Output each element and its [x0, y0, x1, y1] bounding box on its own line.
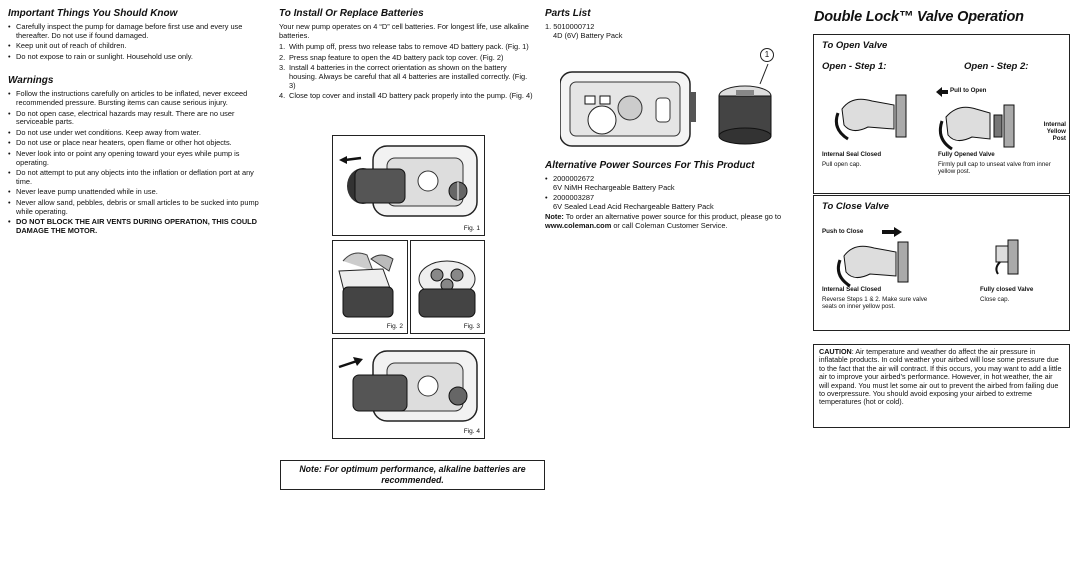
reverse-steps-text: Reverse Steps 1 & 2. Make sure valve seats on inner yellow post. — [822, 296, 928, 311]
battery-column — [279, 8, 535, 103]
list-item: • Do not attempt to put any objects into the inflation or deflation port at any time. — [8, 169, 270, 186]
list-item: • Never leave pump unattended while in use. — [8, 188, 270, 197]
important-title: Important Things You Should Know — [8, 8, 178, 19]
figure-3-label: Fig. 3 — [463, 323, 480, 330]
pull-to-open-label: Pull to Open — [950, 87, 987, 94]
figure-3 — [410, 240, 485, 334]
pump-insert-battery-illustration — [333, 339, 484, 438]
open-valve-title: To Open Valve — [822, 40, 888, 51]
pull-arrow-icon — [936, 87, 948, 97]
install-intro: Your new pump operates on 4 “D” cell batteries. For longest life, use alkaline batteries. — [279, 22, 529, 40]
warnings-list — [8, 90, 270, 235]
caution-box — [813, 344, 1070, 428]
list-item: • Never look into or point any opening toward your eyes while pump is operating. — [8, 150, 270, 167]
order-note: Note: To order an alternative power source for this product, please go to www.coleman.com or call Coleman Customer Service. — [545, 212, 782, 230]
list-item: • Do not use under wet conditions. Keep away from water. — [8, 129, 270, 138]
part-callout: 1 — [760, 48, 774, 62]
step-item: 2. Press snap feature to open the 4D battery pack top cover. (Fig. 2) — [279, 52, 504, 62]
close-cap-text: Close cap. — [980, 296, 1010, 303]
fully-opened-label: Fully Opened Valve — [938, 151, 995, 158]
battery-pack-illustration — [560, 44, 785, 154]
alkaline-note: Note: For optimum performance, alkaline batteries are recommended. — [280, 460, 545, 490]
caution-label: CAUTION — [819, 347, 852, 356]
alt-power-list — [545, 175, 785, 211]
parts-title: Parts List — [545, 8, 591, 19]
list-item: • 2000003287 6V Sealed Lead Acid Rechargeable Battery Pack — [545, 194, 785, 211]
list-item: • Carefully inspect the pump for damage before first use and every use thereafter. Do not use if found damaged. — [8, 23, 270, 40]
pump-remove-battery-illustration — [333, 136, 484, 235]
install-steps — [279, 43, 535, 101]
warnings-title: Warnings — [8, 75, 54, 87]
valve-step1-illustration — [832, 89, 922, 149]
list-item: • Do not open case, electrical hazards may result. There are no user serviceable parts. — [8, 110, 270, 127]
list-item: • Follow the instructions carefully on articles to be inflated, never exceed recommended pressure. Bursting items can cause serious injury. — [8, 90, 270, 107]
fully-closed-label: Fully closed Valve — [980, 286, 1034, 293]
safety-column — [8, 8, 270, 237]
alt-power-title: Alternative Power Sources For This Product — [545, 160, 755, 171]
install-batteries-illustration — [411, 241, 484, 333]
list-item-bold: • DO NOT BLOCK THE AIR VENTS DURING OPERATION, THIS COULD DAMAGE THE MOTOR. — [8, 218, 270, 235]
parts-column — [545, 8, 785, 40]
step-item: 1. With pump off, press two release tabs to remove 4D battery pack. (Fig. 1) — [279, 42, 529, 52]
open-battery-cover-illustration — [333, 241, 407, 333]
list-item: • Do not use or place near heaters, open flame or other hot objects. — [8, 139, 270, 148]
important-list — [8, 23, 270, 61]
parts-line-2: 4D (6V) Battery Pack — [553, 30, 623, 40]
step-item: 4. Close top cover and install 4D battery pack properly into the pump. (Fig. 4) — [279, 91, 533, 101]
figure-4 — [332, 338, 485, 439]
fully-opened-desc: Firmly pull cap to unseat valve from inner yellow post. — [938, 161, 1051, 176]
caution-text: : Air temperature and weather do affect the air pressure in inflatable products. In cold weather your airbed will lose some pressure due to the fact that the air will contract. If this occurs, you may want to add a little air to improve your airbed’s performance. However, in hot weather, the air will expand. You must let some air out to prevent the airbed from failing due to overpressure. You should avoid exposing your airbed to extreme temperatures (hot or cold). — [819, 347, 1062, 407]
alt-power-section — [545, 160, 785, 234]
step-item: 3. Install 4 batteries in the correct orientation as shown on the battery housing. Always be careful that all 4 batteries are installed correctly. (Fig. 3) — [279, 63, 528, 90]
push-to-close-label: Push to Close — [822, 228, 864, 235]
pull-open-cap-text: Pull open cap. — [822, 161, 862, 168]
close-valve-box — [813, 195, 1070, 331]
open-step-1: Open - Step 1: — [822, 61, 887, 72]
open-valve-box — [813, 34, 1070, 194]
parts-line-1: 1. 5010000712 — [545, 22, 595, 31]
figure-2 — [332, 240, 408, 334]
push-arrow-icon — [882, 227, 902, 237]
internal-yellow-post-label: Internal Yellow Post — [1043, 121, 1066, 143]
figure-1 — [332, 135, 485, 236]
list-item: • Never allow sand, pebbles, debris or small articles to be sucked into pump while operating. — [8, 199, 270, 216]
closed-cap-illustration — [990, 236, 1030, 276]
list-item: • Do not expose to rain or sunlight. Household use only. — [8, 53, 270, 62]
figure-2-label: Fig. 2 — [386, 323, 403, 330]
list-item: • 2000002672 6V NiMH Rechargeable Battery Pack — [545, 175, 785, 192]
valve-close-illustration — [834, 238, 924, 290]
valve-step2-illustration — [938, 99, 1018, 159]
internal-seal-closed-label: Internal Seal Closed — [822, 151, 882, 158]
install-title: To Install Or Replace Batteries — [279, 8, 424, 19]
list-item: • Keep unit out of reach of children. — [8, 42, 270, 51]
internal-seal-closed-label-2: Internal Seal Closed — [822, 286, 882, 293]
figure-1-label: Fig. 1 — [463, 225, 480, 232]
valve-title: Double Lock™ Valve Operation — [814, 9, 1024, 25]
open-step-2: Open - Step 2: — [964, 61, 1029, 72]
close-valve-title: To Close Valve — [822, 201, 889, 212]
figure-4-label: Fig. 4 — [463, 428, 480, 435]
